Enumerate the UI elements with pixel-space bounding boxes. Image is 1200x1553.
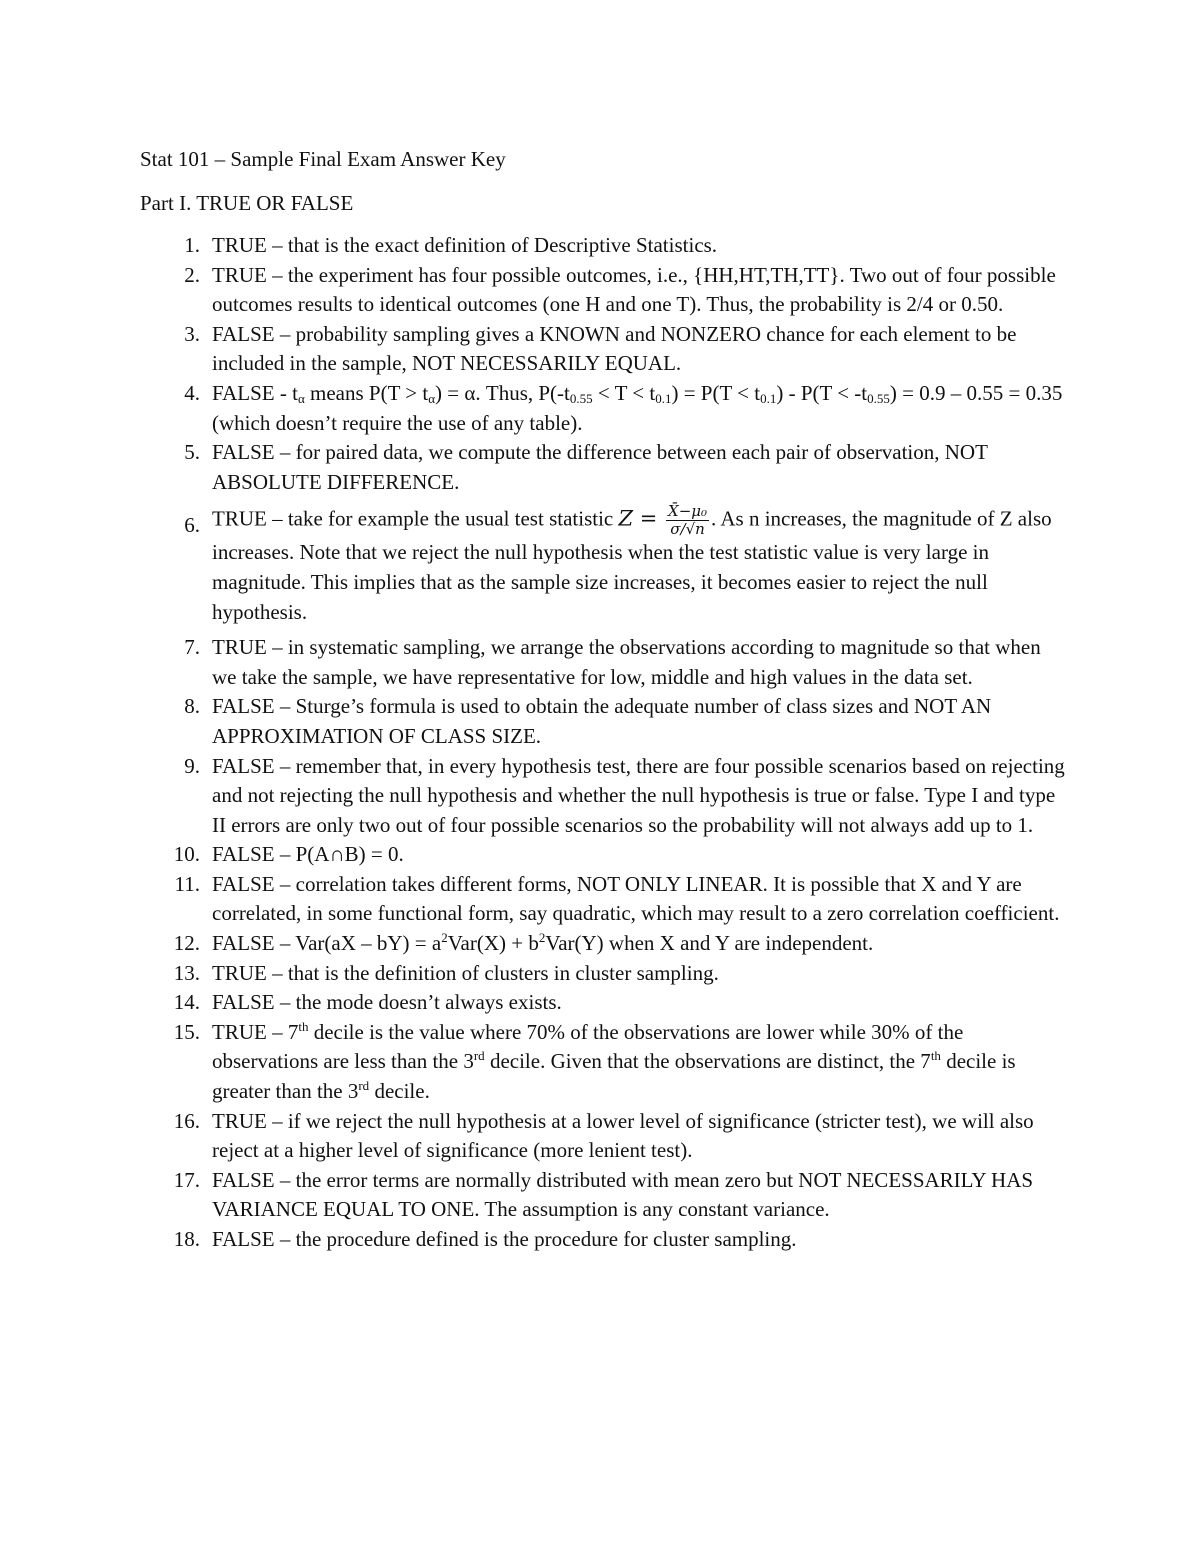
answer-text: FALSE – for paired data, we compute the difference between each pair of observation, NOT ABSOLUTE DIFFERENCE. xyxy=(212,440,988,494)
answer-text: TRUE – take for example the usual test statistic Z = $\frac{\text{X̄−μ₀}}{\sigma/√n}$ . As n increases, the magnitude of Z also increases. Note that we reject the null hypothesis when the test statistic value is very large in magnitude. This implies that as the sample size increases, it becomes easier to reject the null hypothesis. xyxy=(212,502,1052,624)
answer-number: 2. xyxy=(184,262,200,287)
document-title: Stat 101 – Sample Final Exam Answer Key xyxy=(140,147,506,171)
answer-number: 7. xyxy=(184,635,200,660)
answer-item-5 xyxy=(140,438,1070,497)
answer-text: FALSE – remember that, in every hypothesis test, there are four possible scenarios based on rejecting and not rejecting the null hypothesis and whether the null hypothesis is true or false. Type I and type II errors are only two out of four possible scenarios so the probability will not always add up to 1. xyxy=(212,753,1065,837)
answer-item-14 xyxy=(140,988,1070,1018)
answer-text: TRUE – the experiment has four possible outcomes, i.e., {HH,HT,TH,TT}. Two out of four possible outcomes results to identical outcomes (one H and one T). Thus, the probability is 2/4 or 0.50. xyxy=(212,262,1056,317)
answer-item-8 xyxy=(140,692,1070,751)
answer-number: 17. xyxy=(173,1167,200,1192)
test-statistic-fraction: $\frac{\text{X̄−μ₀}}{\sigma/√n}$ xyxy=(668,502,708,539)
answer-number: 1. xyxy=(184,233,200,257)
answer-text: TRUE – if we reject the null hypothesis at a lower level of significance (stricter test), we will also reject at a higher level of significance (more lenient test). xyxy=(212,1108,1034,1163)
answer-number: 16. xyxy=(173,1108,200,1133)
answer-item-1 xyxy=(140,231,1070,261)
answer-number: 14. xyxy=(173,990,200,1015)
answer-text: FALSE – the mode doesn’t always exists. xyxy=(212,990,562,1015)
answer-item-10 xyxy=(140,840,1070,870)
answer-item-6 xyxy=(140,503,1070,627)
answer-number: 18. xyxy=(173,1227,200,1251)
answer-item-17 xyxy=(140,1166,1070,1225)
answer-number: 13. xyxy=(173,960,200,985)
answer-number: 8. xyxy=(184,694,200,719)
answer-number: 15. xyxy=(173,1019,200,1044)
answer-number: 12. xyxy=(173,931,200,956)
answer-text: FALSE – probability sampling gives a KNOWN and NONZERO chance for each element to be included in the sample, NOT NECESSARILY EQUAL. xyxy=(212,321,1017,376)
answer-text: FALSE – the procedure defined is the procedure for cluster sampling. xyxy=(212,1227,797,1251)
answer-item-15 xyxy=(140,1018,1070,1107)
answer-item-3 xyxy=(140,320,1070,379)
z-symbol: Z = xyxy=(618,506,665,531)
answer-text: FALSE – P(A∩B) = 0. xyxy=(212,842,404,867)
answer-item-18 xyxy=(140,1225,1070,1255)
answer-text: FALSE – Sturge’s formula is used to obtain the adequate number of class sizes and NOT AN APPROXIMATION OF CLASS SIZE. xyxy=(212,694,992,748)
answer-item-2 xyxy=(140,261,1070,320)
answer-number: 6. xyxy=(184,513,200,538)
answer-text: FALSE – the error terms are normally distributed with mean zero but NOT NECESSARILY HAS VARIANCE EQUAL TO ONE. The assumption is any constant variance. xyxy=(212,1167,1034,1222)
answer-number: 11. xyxy=(174,871,200,896)
answer-number: 4. xyxy=(184,380,200,405)
answer-number: 10. xyxy=(173,842,200,867)
answer-number: 3. xyxy=(184,321,200,346)
answer-item-4 xyxy=(140,379,1070,438)
answer-text: TRUE – 7th decile is the value where 70% of the observations are lower while 30% of the observations are less than the 3rd decile. Given that the observations are distinct, the 7th decile is greater than the 3rd decile. xyxy=(212,1018,1016,1104)
answer-text: TRUE – that is the definition of clusters in cluster sampling. xyxy=(212,960,719,985)
answer-text: FALSE – correlation takes different forms, NOT ONLY LINEAR. It is possible that X and Y are correlated, in some functional form, say quadratic, which may result to a zero correlation coefficient. xyxy=(212,871,1060,926)
answer-number: 5. xyxy=(184,440,200,465)
answer-item-11 xyxy=(140,870,1070,929)
answer-text: TRUE – in systematic sampling, we arrange the observations according to magnitude so that when we take the sample, we have representative for low, middle and high values in the data set. xyxy=(212,635,1041,689)
answer-item-16 xyxy=(140,1107,1070,1166)
answer-text: TRUE – that is the exact definition of Descriptive Statistics. xyxy=(212,233,718,257)
answer-list xyxy=(140,231,1070,1255)
answer-number: 9. xyxy=(184,753,200,778)
answer-item-7 xyxy=(140,633,1070,692)
part-heading: Part I. TRUE OR FALSE xyxy=(140,191,354,215)
answer-text: FALSE - $t_\alpha$ means $P(T > t_\alpha) = \alpha$. Thus, $P(-t_{0.55} < T < t_{0.1}) = P(T < t_{0.1}) - P(T < -t_{0.55}) = 0.9 - 0.55 = 0.35$ (which doesn’t require the use of any table). xyxy=(212,380,1063,435)
answer-item-9 xyxy=(140,752,1070,841)
answer-item-12 xyxy=(140,929,1070,959)
answer-item-13 xyxy=(140,959,1070,989)
answer-text: FALSE – $Var(aX - bY) = a^2Var(X) + b^2Var(Y)$ when X and Y are independent. xyxy=(212,930,874,956)
